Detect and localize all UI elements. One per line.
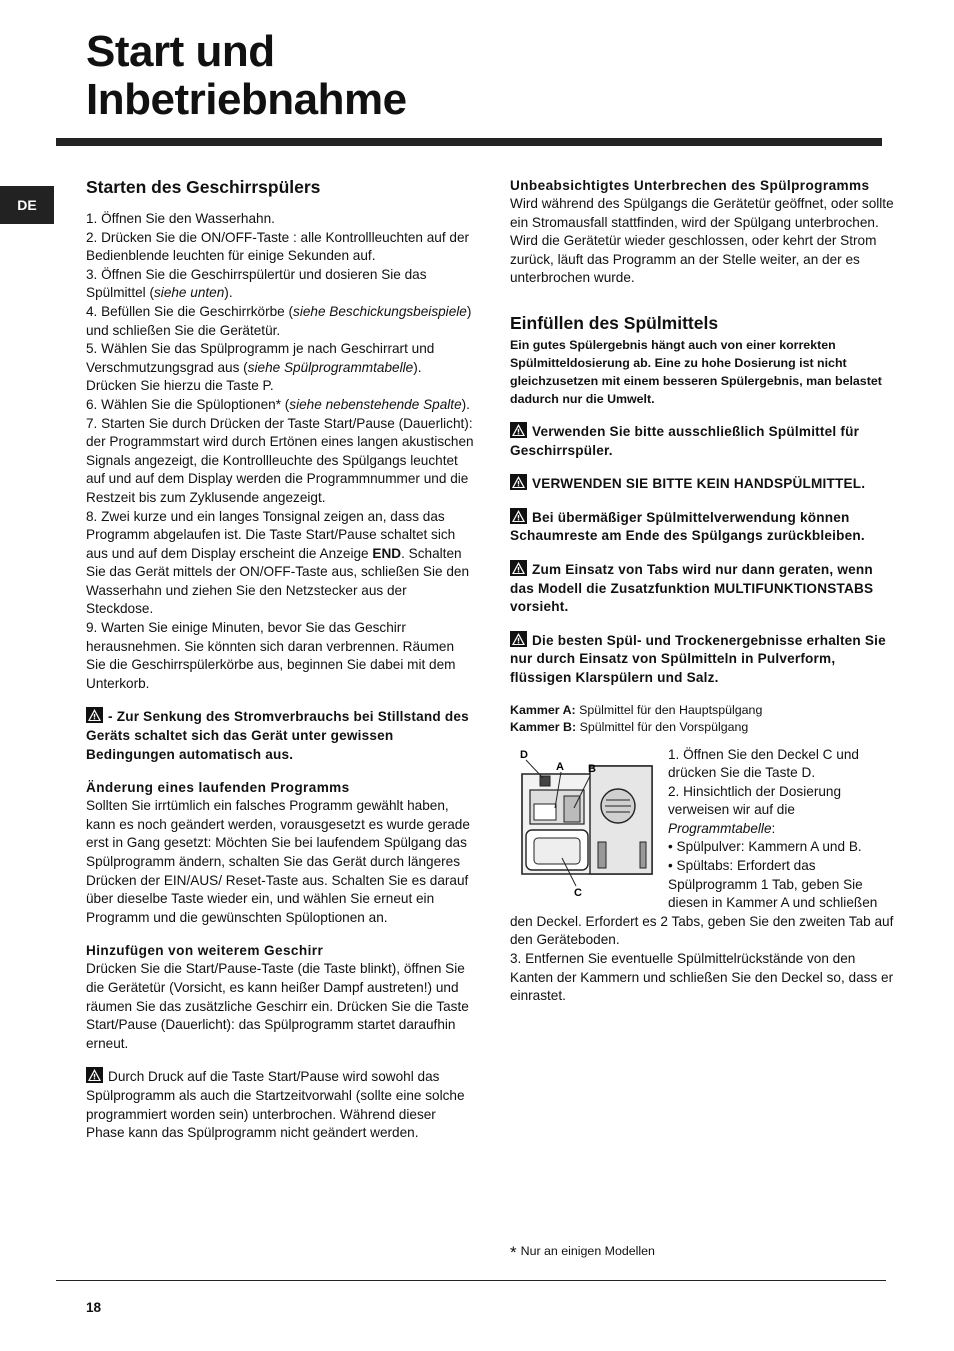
label-b: B [588,762,596,775]
fig-bullet-2: • Spültabs: Erfordert das Spülprogramm 1 Tab, geben Sie diesen in Kammer A und schließen den Deckel. Erfordert es 2 Tabs, geben Sie den zweiten Tab auf den Geräteboden. [510,858,894,948]
top-divider [56,138,882,146]
warning-3: Bei übermäßiger Spülmittelverwendung können Schaumreste am Ende des Spülgangs zurückbleiben. [510,509,865,544]
warning-icon [510,422,527,438]
detergent-heading: Einfüllen des Spülmittels [510,312,719,333]
label-d: D [520,748,528,761]
right-column [510,176,895,1006]
step-3: 3. Öffnen Sie die Geschirrspülertür und dosieren Sie das Spülmittel (siehe unten). [86,266,427,301]
fig-step-1: 1. Öffnen Sie den Deckel C und drücken Sie die Taste D. [668,746,859,781]
page-title [86,28,407,124]
language-tab: DE [0,186,54,224]
step-4: 4. Befüllen Sie die Geschirrkörbe (siehe Beschickungsbeispiele) und schließen Sie die Gerätetür. [86,303,472,338]
warning-icon [86,1067,103,1083]
add-dishes-text: Drücken Sie die Start/Pause-Taste (die Taste blinkt), öffnen Sie die Gerätetür (Vorsicht, es kann heißer Dampf austreten!) und räumen Sie das zusätzliche Geschirr ein. Drücken Sie die Taste Start/Pause (Dauerlicht): das Spülprogramm startet daraufhin erneut. [86,961,469,1051]
detergent-intro: Ein gutes Spülergebnis hängt auch von einer korrekten Spülmitteldosierung ab. Eine zu hohe Dosierung ist nicht gleichzusetzen mit einem besseren Spülergebnis, man belastet dadurch nur die Umwelt. [510,337,882,406]
chamber-b: Kammer B: Spülmittel für den Vorspülgang [510,719,749,734]
page-title-line1: Start und [86,27,275,76]
label-a: A [556,760,564,773]
warning-icon [510,508,527,524]
dispenser-instructions [510,746,895,1006]
warning-icon [86,707,103,723]
fig-step-2: 2. Hinsichtlich der Dosierung verweisen wir auf die Programmtabelle: [668,783,842,836]
chamber-a: Kammer A: Spülmittel für den Hauptspülgang [510,702,763,717]
interrupt-text: Wird während des Spülgangs die Gerätetür geöffnet, oder sollte ein Stromausfall stattfinden, wird der Spülgang unterbrochen. Wird die Gerätetür wieder geschlossen, oder kehrt der Strom zurück, läuft das Programm an der Stelle weiter, an der es unterbrochen wurde. [510,196,894,286]
detergent-dispenser-illustration [510,746,660,896]
warning-4: Zum Einsatz von Tabs wird nur dann geraten, wenn das Modell die Zusatzfunktion MULTIFUNKTIONSTABS vorsieht. [510,561,874,615]
label-c: C [574,886,582,896]
warning-2: VERWENDEN SIE BITTE KEIN HANDSPÜLMITTEL. [510,474,895,494]
warning-5: Die besten Spül- und Trockenergebnisse erhalten Sie nur durch Einsatz von Spülmitteln in Pulverform, flüssigen Klarspülern und Salz. [510,632,886,685]
energy-warning: - Zur Senkung des Stromverbrauchs bei Stillstand des Geräts schaltet sich das Gerät unter gewissen Bedingungen automatisch aus. [86,709,469,762]
fig-bullet-1: • Spülpulver: Kammern A und B. [668,839,862,855]
step-1: 1. Öffnen Sie den Wasserhahn. [86,211,275,226]
warning-1: Verwenden Sie bitte ausschließlich Spülmittel für Geschirrspüler. [510,423,860,458]
bottom-divider [56,1280,886,1281]
footnote: * Nur an einigen Modellen [510,1243,655,1262]
step-7: 7. Starten Sie durch Drücken der Taste Start/Pause (Dauerlicht): der Programmstart wird durch Ertönen eines langen akustischen Signals angezeigt, die Kontrollleuchte des Spülgangs leuchtet auf und auf dem Display werden die Programmnummer und die Restzeit bis zum Zyklusende angezeigt. [86,415,474,505]
pause-note: Durch Druck auf die Taste Start/Pause wird sowohl das Spülprogramm als auch die Startzeitvorwahl (sollte eine solche programmiert worden sein) unterbrochen. Während dieser Phase kann das Spülprogramm nicht geändert werden. [86,1069,465,1141]
section-heading-start: Starten des Geschirrspülers [86,177,321,197]
warning-icon [510,474,527,490]
step-6: 6. Wählen Sie die Spüloptionen* (siehe nebenstehende Spalte). [86,396,470,412]
step-2: 2. Drücken Sie die ON/OFF-Taste : alle Kontrollleuchten auf der Bedienblende leuchten für einige Sekunden auf. [86,229,470,264]
page-number: 18 [86,1300,102,1315]
page-title-line2: Inbetriebnahme [86,75,407,124]
interrupt-heading: Unbeabsichtigtes Unterbrechen des Spülprogramms [510,178,870,193]
left-column [86,176,474,1143]
step-5: 5. Wählen Sie das Spülprogramm je nach Geschirrart und Verschmutzungsgrad aus (siehe Spülprogrammtabelle). Drücken Sie hierzu die Taste P. [86,341,435,394]
fig-step-3: 3. Entfernen Sie eventuelle Spülmittelrückstände von den Kanten der Kammern und schließen Sie den Deckel so, dass er einrastet. [510,951,894,1004]
warning-icon [510,560,527,576]
add-dishes-heading: Hinzufügen von weiterem Geschirr [86,943,324,959]
change-program-heading: Änderung eines laufenden Programms [86,780,350,796]
warning-icon [510,631,527,647]
step-9: 9. Warten Sie einige Minuten, bevor Sie das Geschirr herausnehmen. Sie könnten sich daran verbrennen. Räumen Sie die Geschirrspülerkörbe aus, beginnen Sie dabei mit dem Unterkorb. [86,620,456,691]
step-8: 8. Zwei kurze und ein langes Tonsignal zeigen an, dass das Programm abgelaufen ist. Die Taste Start/Pause schaltet sich aus und auf dem Display erscheint die Anzeige END. Schalten Sie das Gerät mittels der ON/OFF-Taste aus, schließen Sie den Wasserhahn und ziehen Sie den Netzstecker aus der Steckdose. [86,508,470,617]
change-program-text: Sollten Sie irrtümlich ein falsches Programm gewählt haben, kann es noch geändert werden, vorausgesetzt es wurde gerade erst in Gang gesetzt: Möchten Sie bei laufendem Spülgang das Spülprogramm ändern, schalten Sie das Gerät durch längeres Drücken der EIN/AUS/ Reset-Taste aus. Schalten Sie es darauf über dieselbe Taste wieder ein, und wählen Sie erneut ein Programm und die gewünschten Spüloptionen an. [86,798,470,925]
